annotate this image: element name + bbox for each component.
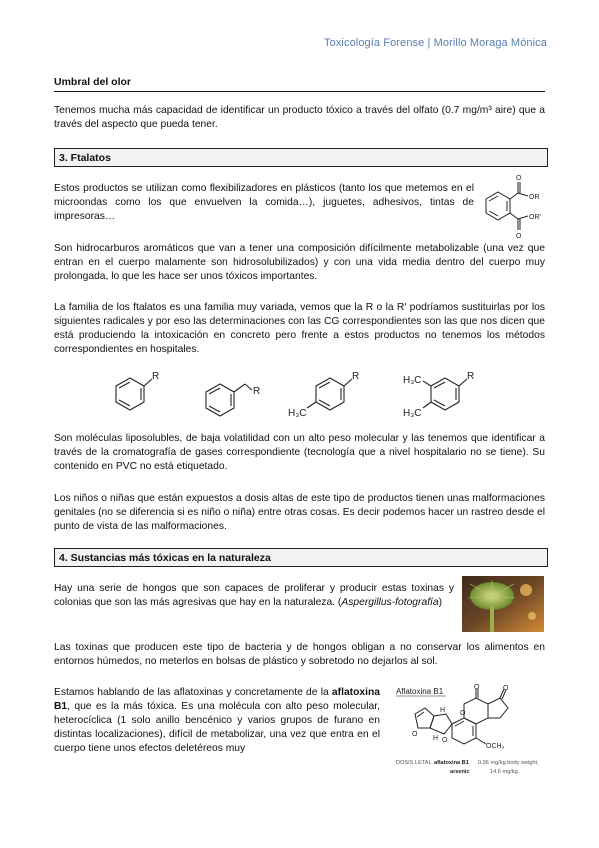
radical-r-1: R [152, 371, 160, 382]
svg-text:O: O [516, 233, 522, 240]
svg-text:O: O [516, 175, 522, 182]
aflatoxin-title: Aflatoxina B1 [396, 687, 444, 696]
phthalate-structure [470, 168, 555, 240]
radical-ch3-3: H₃C [403, 408, 422, 419]
radical-ch3-2: H₃C [403, 375, 422, 386]
label-or: OR [529, 194, 540, 201]
page-header: Toxicología Forense | Morillo Moraga Mónica [324, 37, 547, 49]
atom-h-2: H [433, 735, 439, 742]
aflatoxin-b1-figure [390, 684, 560, 776]
atom-h-1: H [440, 707, 446, 714]
radical-r-4: R [467, 371, 475, 382]
dose-arsenic-name: arsenic [450, 769, 470, 775]
radical-r-2: R [253, 386, 261, 397]
atom-o-3: O [412, 731, 418, 738]
dose-aflatoxin-value: 0,36 mg/kg body weight, [478, 760, 539, 766]
atom-o-2: O [503, 685, 509, 692]
paragraph-ftalatos-2: Son hidrocarburos aromáticos que van a tener una composición difícilmente metabolizable (una vez que entran en el cuerpo malamente son hidrosolubilizados) y con una vida media dentro del cuerpo muy prolongada, lo que les hace ser unos tóxicos importantes. [54, 243, 545, 282]
text-sustancias-3a: Estamos hablando de las aflatoxinas y concretamente de la [54, 687, 332, 698]
paragraph-sustancias-2: Las toxinas que producen este tipo de bacteria y de hongos obligan a no conservar los alimentos en entornos húmedos, no meterlos en bolsas de plástico y sobretodo no dejarlos al sol. [54, 642, 545, 667]
text-sustancias-3b: , que es la más tóxica. Es una molécula con alto peso molecular, heterocíclica (1 solo anillo bencénico y varios grupos de furano en distintas localizaciones), difícil de metabolizar, una vez que entra en el cuerpo tiene unos efectos deletéreos muy [54, 701, 380, 754]
radicals-structures [100, 366, 510, 428]
paragraph-ftalatos-3: La familia de los ftalatos es una familia muy variada, vemos que la R o la R' podríamos sustituirlas por los siguientes radicales y por eso las determinaciones con las CG correspondientes son las que nos dicen que está produciendo la intoxicación en concreto pero frente a estos productos no tenemos los métodos correspondientes en hospitales. [54, 302, 545, 355]
paragraph-ftalatos-4: Son moléculas liposolubles, de baja volatilidad con un alto peso molecular y las tenemos que identificar a través de la cromatografía de gases correspondiente (tecnología que a nivel hospitalario no se tiene). Su contenido en PVC no está etiquetado. [54, 433, 545, 472]
radical-r-3: R [352, 371, 360, 382]
group-och3: OCH₃ [486, 743, 505, 750]
paragraph-ftalatos-5: Los niños o niñas que están expuestos a dosis altas de este tipo de productos tienen unas malformaciones genitales (no se diferencia si es niño o niña) entre otras cosas. Es decir podemos hacer un rastreo desde el punto de vista de las malformaciones. [54, 493, 545, 532]
text-sustancias-1: Hay una serie de hongos que son capaces de proliferar y producir estas toxinas y colonias que son las más agresivas que hay en la naturaleza. ( [54, 583, 454, 608]
dose-aflatoxin-name: aflatoxina B1 [434, 760, 469, 766]
section-title-sustancias: 4. Sustancias más tóxicas en la naturaleza [54, 548, 548, 567]
radical-ch3-1: H₃C [288, 408, 307, 419]
text-aspergillus: Aspergillus-fotografía [341, 597, 439, 608]
dose-label: DOSIS LETAL [396, 760, 432, 766]
section-title-umbral: Umbral del olor [54, 76, 545, 92]
text-aflatoxina-b1: aflatoxina B1 [54, 687, 380, 712]
aspergillus-photo [462, 576, 544, 632]
label-or-prime: OR' [529, 214, 541, 221]
atom-o-1: O [474, 684, 480, 691]
text-sustancias-1-end: ) [438, 597, 443, 608]
paragraph-ftalatos-1: Estos productos se utilizan como flexibilizadores en plásticos (tanto los que metemos en el microondas como los que envuelven la comida…), juguetes, adhesivos, tintas de impresoras… [54, 183, 474, 222]
atom-o-5: O [460, 710, 466, 717]
paragraph-sustancias-3 [54, 686, 380, 756]
paragraph-umbral: Tenemos mucha más capacidad de identificar un producto tóxico a través del olfato (0.7 mg/m³ aire) que a través del aspecto que pueda tener. [54, 105, 545, 130]
dose-arsenic-value: 14.6 mg/kg. [490, 769, 520, 775]
paragraph-sustancias-1 [54, 582, 454, 610]
section-title-ftalatos: 3. Ftalatos [54, 148, 548, 167]
atom-o-4: O [442, 737, 448, 744]
